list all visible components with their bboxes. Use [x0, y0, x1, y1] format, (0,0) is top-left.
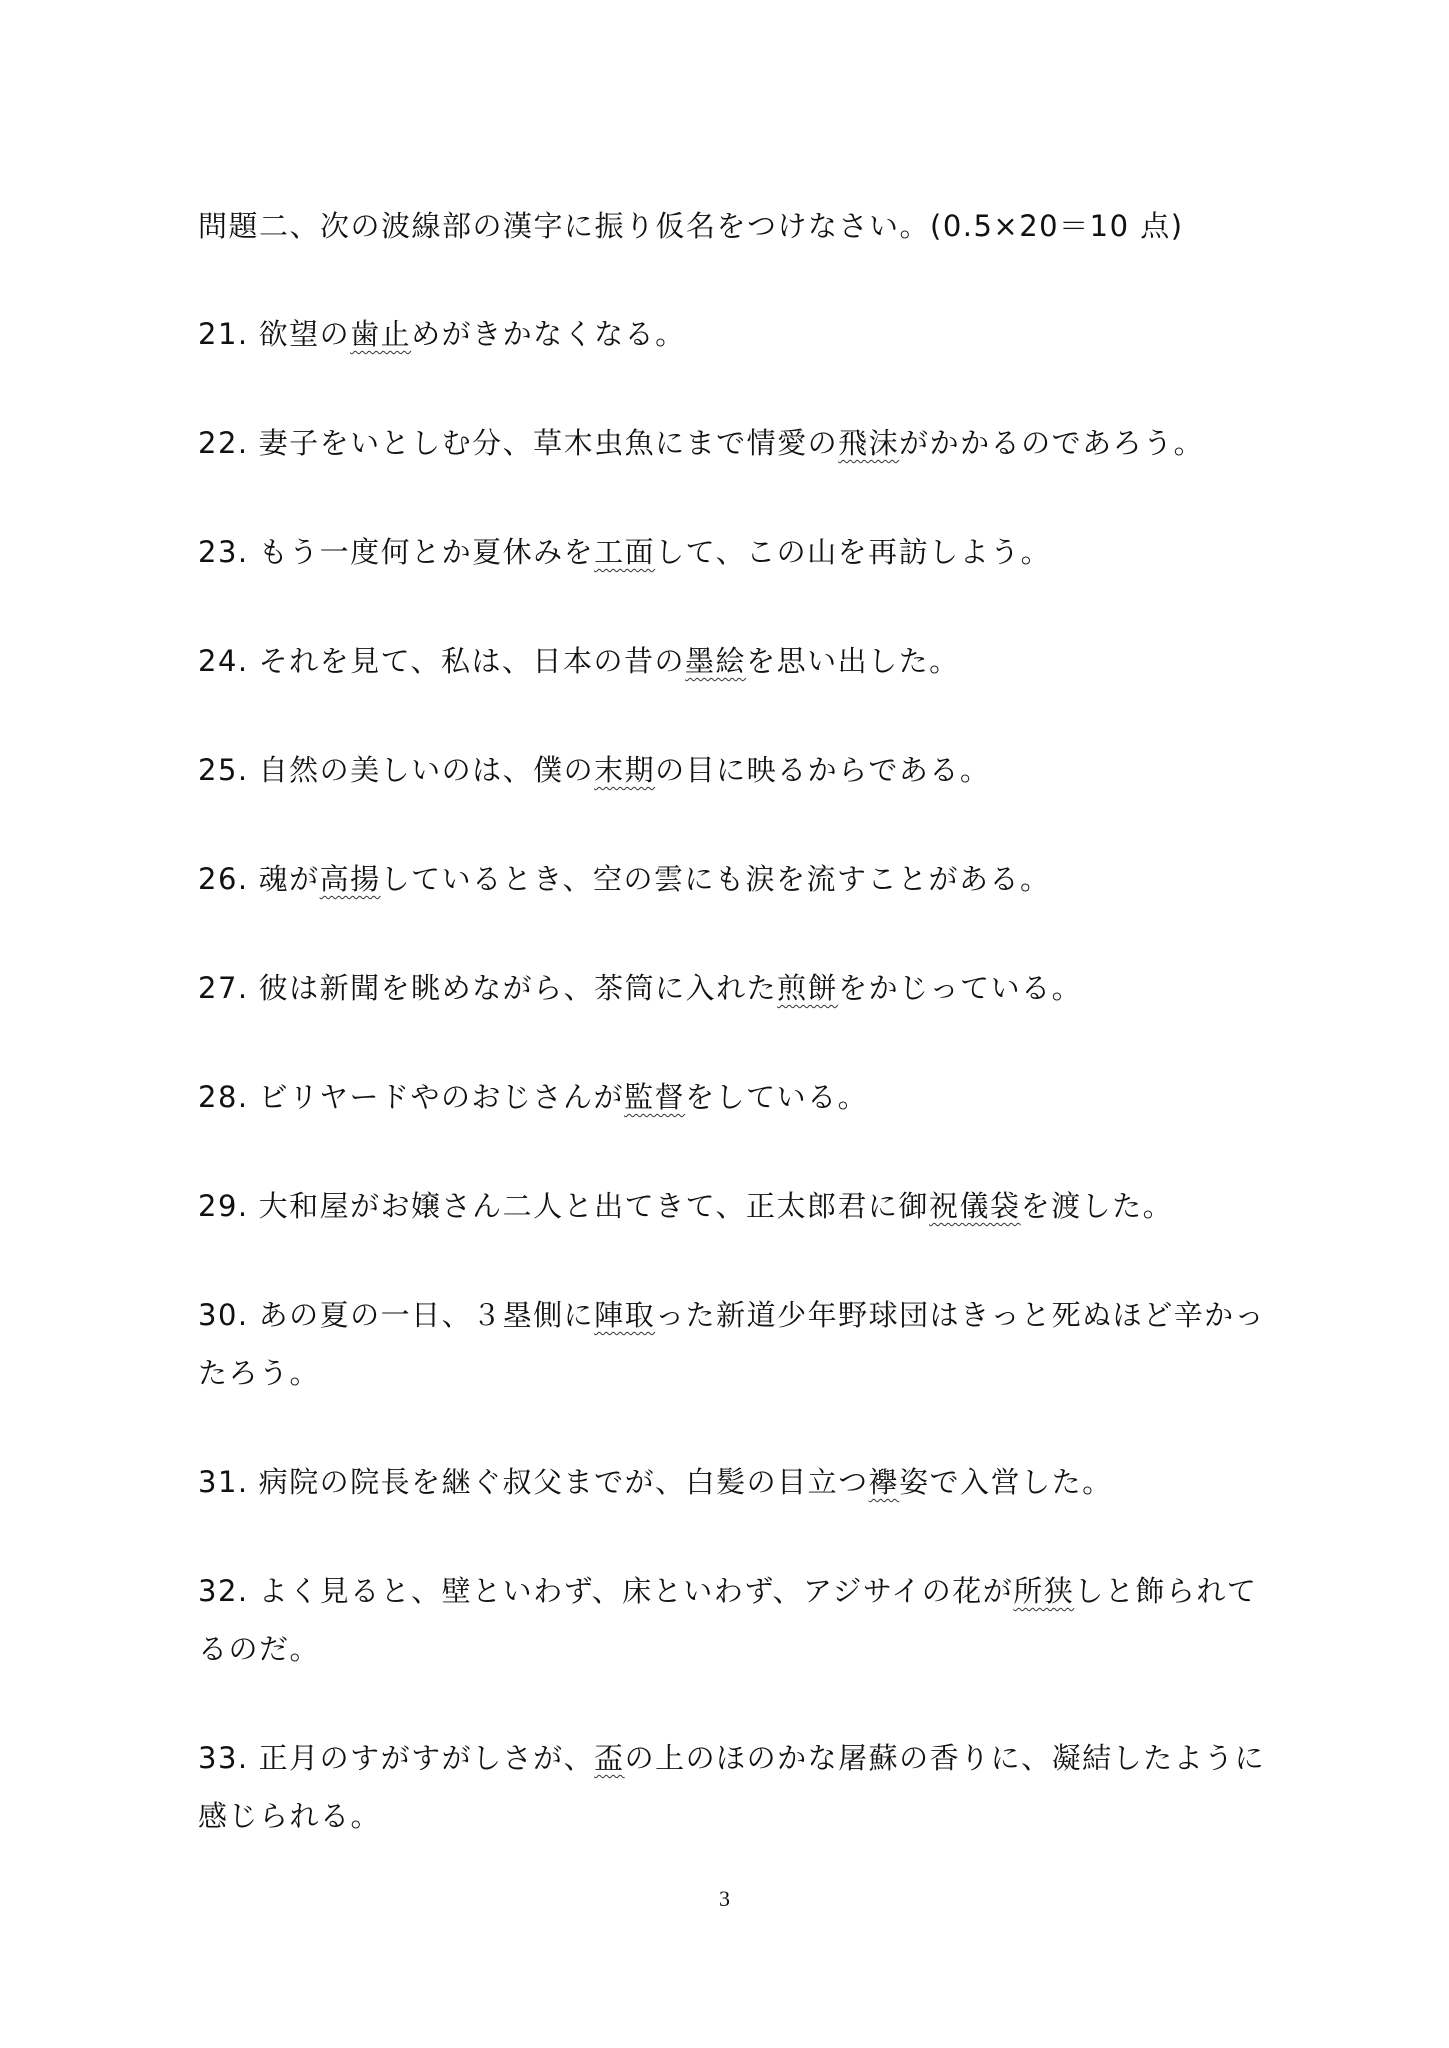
question-number: 21.: [198, 317, 249, 351]
question-item: [198, 959, 1268, 1017]
sentence-after: った新道少年野球団はきっと死ぬほど辛かったろう。: [198, 1298, 1266, 1390]
question-item: [198, 1453, 1268, 1511]
question-number: 22.: [198, 426, 249, 460]
sentence-after: しと飾られてるのだ。: [198, 1574, 1258, 1666]
sentence-before: ビリヤードやのおじさんが: [258, 1080, 625, 1114]
question-number: 31.: [198, 1465, 249, 1499]
wavy-underlined-target: 工面: [594, 535, 656, 569]
question-item: [198, 1729, 1268, 1845]
wavy-underlined-target: 末期: [594, 753, 656, 787]
question-heading: 問題二、次の波線部の漢字に振り仮名をつけなさい。(0.5×20＝10 点): [198, 209, 1184, 243]
sentence-after: して、この山を再訪しよう。: [655, 535, 1052, 569]
sentence-before: それを見て、私は、日本の昔の: [258, 644, 686, 678]
sentence-after: を思い出した。: [746, 644, 960, 678]
sentence-before: 魂が: [258, 862, 320, 896]
sentence-before: あの夏の一日、３塁側に: [258, 1298, 595, 1332]
question-number: 30.: [198, 1298, 249, 1332]
sentence-after: めがきかなくなる。: [411, 317, 686, 351]
wavy-underlined-target: 監督: [624, 1080, 686, 1114]
sentence-after: をしている。: [685, 1080, 869, 1114]
wavy-underlined-target: 歯止: [350, 317, 412, 351]
question-number: 33.: [198, 1741, 249, 1775]
question-number: 27.: [198, 971, 249, 1005]
sentence-after: を渡した。: [1020, 1189, 1174, 1223]
question-item: [198, 632, 1268, 690]
question-item: [198, 414, 1268, 472]
sentence-after: 姿で入営した。: [899, 1465, 1113, 1499]
sentence-before: 病院の院長を継ぐ叔父までが、白髪の目立つ: [258, 1465, 869, 1499]
question-item: [198, 305, 1268, 363]
question-item: [198, 1177, 1268, 1235]
question-item: [198, 523, 1268, 581]
question-number: 24.: [198, 644, 249, 678]
wavy-underlined-target: 襷: [868, 1465, 900, 1499]
wavy-underlined-target: 盃: [594, 1741, 625, 1775]
question-number: 28.: [198, 1080, 249, 1114]
page-number: 3: [719, 1886, 730, 1911]
sentence-before: 妻子をいとしむ分、草木虫魚にまで情愛の: [258, 426, 839, 460]
wavy-underlined-target: 陣取: [594, 1298, 656, 1332]
wavy-underlined-target: 墨絵: [685, 644, 747, 678]
wavy-underlined-target: 高揚: [319, 862, 381, 896]
question-number: 26.: [198, 862, 249, 896]
sentence-before: 正月のすがすがしさが、: [258, 1741, 595, 1775]
question-number: 29.: [198, 1189, 249, 1223]
sentence-before: 彼は新聞を眺めながら、茶筒に入れた: [258, 971, 778, 1005]
question-item: [198, 850, 1268, 908]
wavy-underlined-target: 祝儀袋: [929, 1189, 1021, 1223]
question-item: [198, 1068, 1268, 1126]
wavy-underlined-target: 飛沫: [838, 426, 900, 460]
sentence-after: の目に映るからである。: [655, 753, 991, 787]
sentence-before: もう一度何とか夏休みを: [258, 535, 595, 569]
sentence-after: がかかるのであろう。: [899, 426, 1205, 460]
question-number: 23.: [198, 535, 249, 569]
sentence-after: しているとき、空の雲にも涙を流すことがある。: [380, 862, 1051, 896]
question-item: [198, 741, 1268, 799]
question-number: 25.: [198, 753, 249, 787]
wavy-underlined-target: 所狭: [1013, 1574, 1075, 1608]
question-number: 32.: [198, 1574, 249, 1608]
sentence-before: 大和屋がお嬢さん二人と出てきて、正太郎君に御: [258, 1189, 930, 1223]
question-item: [198, 1562, 1268, 1678]
sentence-before: 欲望の: [258, 317, 351, 351]
sentence-before: 自然の美しいのは、僕の: [258, 753, 595, 787]
sentence-after: の上のほのかな屠蘇の香りに、凝結したように感じられる。: [198, 1741, 1266, 1833]
question-item: [198, 1286, 1268, 1402]
sentence-before: よく見ると、壁といわず、床といわず、アジサイの花が: [258, 1574, 1014, 1608]
wavy-underlined-target: 煎餅: [777, 971, 839, 1005]
sentence-after: をかじっている。: [838, 971, 1083, 1005]
